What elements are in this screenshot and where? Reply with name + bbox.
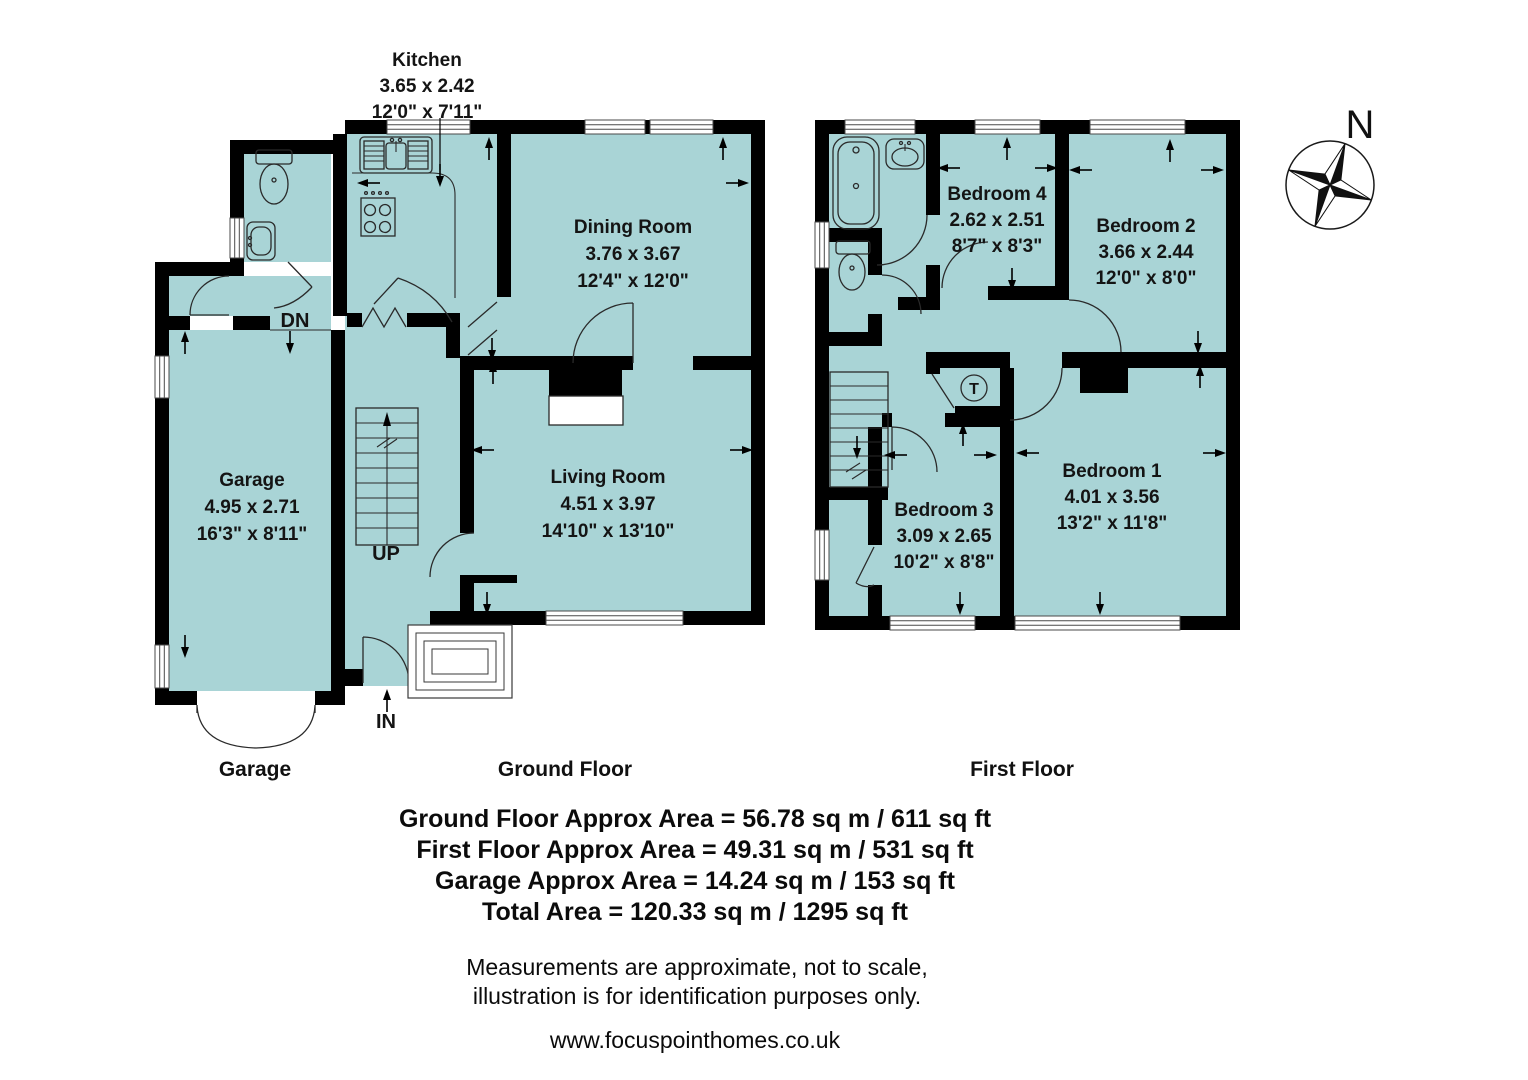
compass-star [1289, 144, 1372, 227]
svg-text:Bedroom 3: Bedroom 3 [894, 500, 994, 521]
website-url: www.focuspointhomes.co.uk [549, 1027, 841, 1053]
svg-text:4.95 x 2.71: 4.95 x 2.71 [204, 497, 300, 518]
svg-text:Garage: Garage [219, 470, 285, 491]
svg-text:3.76 x 3.67: 3.76 x 3.67 [585, 244, 681, 265]
bedroom1-label [1057, 461, 1168, 534]
svg-text:8'7" x 8'3": 8'7" x 8'3" [951, 236, 1043, 257]
disclaimer-line2: illustration is for identification purposes only. [472, 983, 922, 1009]
svg-text:4.51 x 3.97: 4.51 x 3.97 [560, 494, 656, 515]
svg-text:Living Room: Living Room [550, 467, 666, 488]
svg-text:10'2" x 8'8": 10'2" x 8'8" [893, 552, 995, 573]
svg-text:12'0" x 7'11": 12'0" x 7'11" [371, 102, 483, 123]
dn-label: DN [280, 310, 310, 332]
bedroom2-label [1095, 216, 1196, 289]
first-floor-plan [815, 120, 1240, 630]
bedroom4-label [947, 184, 1047, 257]
svg-text:3.65 x 2.42: 3.65 x 2.42 [379, 76, 475, 97]
svg-text:3.66 x 2.44: 3.66 x 2.44 [1098, 242, 1194, 263]
in-label: IN [376, 711, 396, 733]
fireplace [549, 396, 623, 425]
disclaimer-line1: Measurements are approximate, not to scale, [466, 954, 928, 980]
svg-text:T: T [969, 381, 979, 398]
living-room-label [542, 467, 675, 542]
first-floor-label: First Floor [970, 758, 1074, 781]
area-total: Total Area = 120.33 sq m / 1295 sq ft [482, 898, 908, 926]
svg-text:12'4" x 12'0": 12'4" x 12'0" [577, 271, 689, 292]
svg-text:2.62 x 2.51: 2.62 x 2.51 [949, 210, 1045, 231]
svg-text:Dining Room: Dining Room [573, 217, 693, 238]
area-garage: Garage Approx Area = 14.24 sq m / 153 sq ft [435, 867, 955, 895]
svg-text:14'10" x 13'10": 14'10" x 13'10" [541, 521, 675, 542]
ground-floor-plan [155, 50, 765, 748]
svg-text:12'0" x 8'0": 12'0" x 8'0" [1095, 268, 1197, 289]
up-label: UP [372, 543, 400, 565]
svg-text:Bedroom 1: Bedroom 1 [1062, 461, 1162, 482]
area-ground-floor: Ground Floor Approx Area = 56.78 sq m / 611 sq ft [398, 805, 992, 833]
svg-text:13'2" x 11'8": 13'2" x 11'8" [1056, 513, 1168, 534]
ground-floor-label: Ground Floor [497, 758, 633, 781]
svg-text:Kitchen: Kitchen [392, 50, 462, 71]
garage-block-label: Garage [218, 758, 292, 781]
svg-text:4.01 x 3.56: 4.01 x 3.56 [1064, 487, 1160, 508]
north-label: N [1345, 103, 1375, 147]
kitchen-label [372, 50, 483, 123]
caption-texts [219, 758, 1074, 1053]
svg-text:Bedroom 4: Bedroom 4 [947, 184, 1047, 205]
svg-text:16'3" x 8'11": 16'3" x 8'11" [196, 524, 308, 545]
bedroom3-label [893, 500, 994, 573]
dining-room-label [574, 217, 692, 292]
entrance-porch [408, 625, 512, 698]
area-first-floor: First Floor Approx Area = 49.31 sq m / 531 sq ft [416, 836, 974, 864]
compass-rose [1286, 103, 1374, 229]
svg-text:Bedroom 2: Bedroom 2 [1096, 216, 1196, 237]
svg-text:3.09 x 2.65: 3.09 x 2.65 [896, 526, 992, 547]
